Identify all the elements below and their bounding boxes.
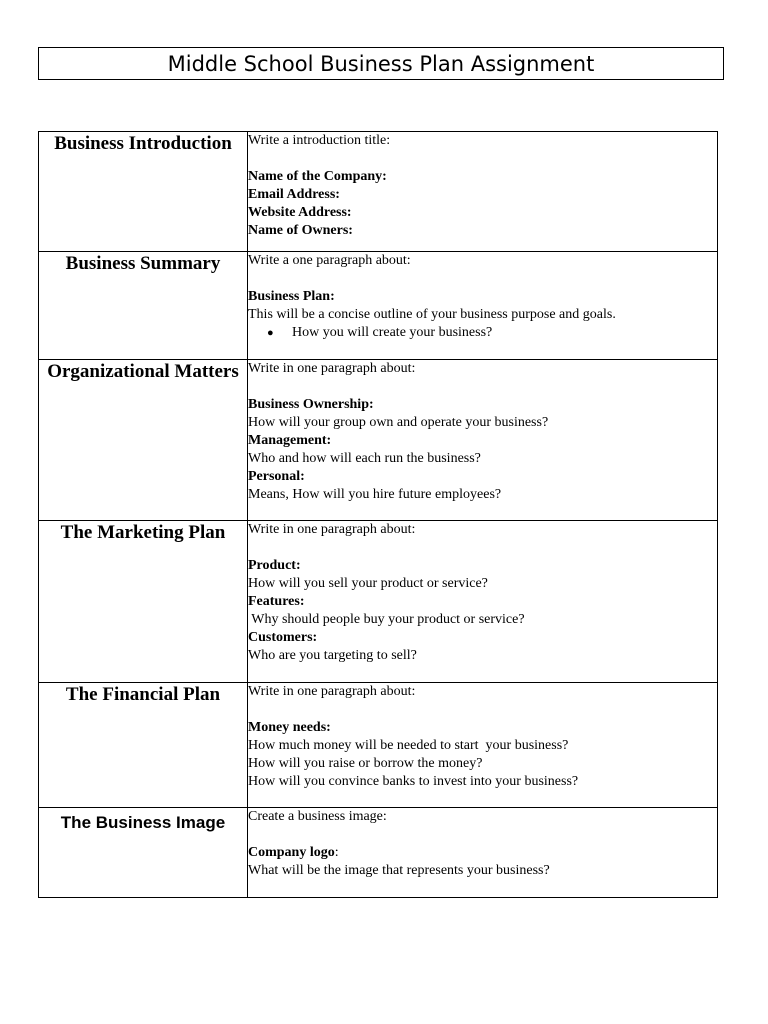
content-line: Management:: [248, 433, 332, 448]
content-line: This will be a concise outline of your business purpose and goals.: [248, 307, 616, 322]
section-prompt: Write a introduction title:: [248, 133, 391, 148]
section-prompt: Write in one paragraph about:: [248, 684, 416, 699]
content-line: Features:: [248, 594, 305, 609]
content-line: How will you sell your product or service?: [248, 576, 488, 591]
content-line: Who and how will each run the business?: [248, 451, 481, 466]
content-line: Why should people buy your product or service?: [248, 612, 525, 627]
section-row-marketing: [39, 521, 718, 683]
section-label: Business Summary: [39, 252, 248, 360]
section-label: The Financial Plan: [39, 683, 248, 808]
section-content: [248, 683, 718, 808]
content-line: How will you raise or borrow the money?: [248, 756, 483, 771]
content-line: How will you convince banks to invest into your business?: [248, 774, 579, 789]
section-row-summary: [39, 252, 718, 360]
content-line: Means, How will you hire future employees?: [248, 487, 502, 502]
page-title: Middle School Business Plan Assignment: [38, 47, 724, 80]
section-prompt: Write in one paragraph about:: [248, 361, 416, 376]
section-content: [248, 521, 718, 683]
content-line: Company logo:: [248, 845, 339, 860]
content-line: Product:: [248, 558, 301, 573]
section-label: Organizational Matters: [39, 360, 248, 521]
content-line: Name of the Company:: [248, 169, 387, 184]
bullet-icon: ●: [267, 327, 274, 339]
content-line: Business Plan:: [248, 289, 335, 304]
section-prompt: Create a business image:: [248, 809, 387, 824]
section-row-introduction: [39, 132, 718, 252]
content-line: Email Address:: [248, 187, 340, 202]
content-line: How will your group own and operate your business?: [248, 415, 549, 430]
section-row-image: [39, 808, 718, 898]
business-plan-table: [38, 131, 718, 898]
section-prompt: Write in one paragraph about:: [248, 522, 416, 537]
section-label: The Marketing Plan: [39, 521, 248, 683]
bullet-item: ● How you will create your business?: [267, 325, 493, 340]
content-line: Customers:: [248, 630, 318, 645]
section-row-organizational: [39, 360, 718, 521]
section-content: [248, 252, 718, 360]
section-label: Business Introduction: [39, 132, 248, 252]
content-line: Who are you targeting to sell?: [248, 648, 417, 663]
content-line: Website Address:: [248, 205, 352, 220]
content-line: How much money will be needed to start your business?: [248, 738, 569, 753]
section-prompt: Write a one paragraph about:: [248, 253, 411, 268]
section-content: [248, 132, 718, 252]
section-content: [248, 360, 718, 521]
content-line: Personal:: [248, 469, 305, 484]
content-line: Money needs:: [248, 720, 331, 735]
content-line: Business Ownership:: [248, 397, 374, 412]
section-label: The Business Image: [39, 808, 248, 898]
content-line: What will be the image that represents your business?: [248, 863, 550, 878]
content-line: Name of Owners:: [248, 223, 353, 238]
section-row-financial: [39, 683, 718, 808]
section-content: [248, 808, 718, 898]
